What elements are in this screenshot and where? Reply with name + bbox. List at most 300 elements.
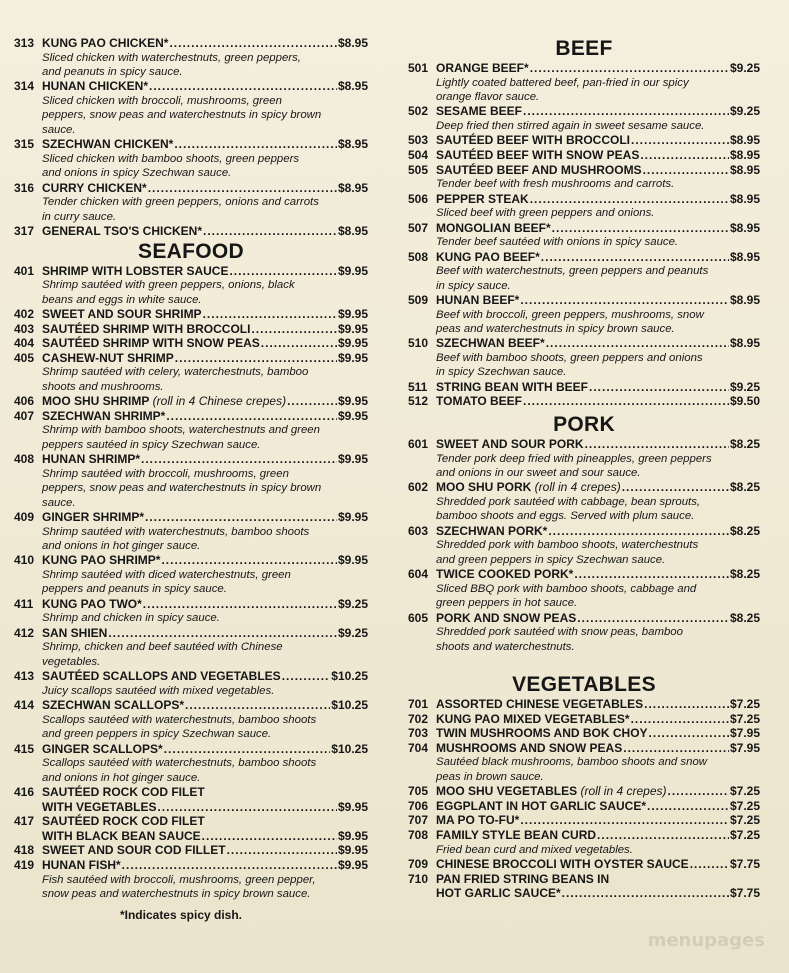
item-description: Deep fried then stirred again in sweet sesame sauce. — [436, 120, 705, 132]
item-name-text: SAUTÉED BEEF WITH SNOW PEAS — [436, 148, 640, 162]
dot-leader — [597, 828, 729, 843]
item-description: Shredded pork sautéed with cabbage, bean sprouts, — [436, 496, 701, 508]
item-description: Lightly coated battered beef, pan-fried in our spicy — [436, 76, 689, 89]
menu-item — [14, 307, 368, 322]
item-name-text: SAUTÉED SHRIMP WITH SNOW PEAS — [42, 336, 260, 351]
spicy-footnote: *Indicates spicy dish. — [119, 908, 243, 923]
item-price: $7.75 — [729, 886, 760, 901]
item-name-text: SWEET AND SOUR SHRIMP — [42, 307, 202, 322]
item-number: 701 — [408, 697, 429, 712]
menu-item-line — [408, 741, 760, 756]
item-price: $9.95 — [337, 336, 368, 351]
item-name — [42, 307, 202, 322]
item-name — [436, 380, 588, 395]
dot-leader — [690, 857, 729, 872]
item-name — [436, 336, 545, 351]
item-name — [436, 611, 576, 626]
item-number: 414 — [14, 698, 35, 713]
menu-item — [14, 742, 368, 785]
item-number: 314 — [14, 79, 35, 94]
watermark-logo: menupages — [647, 930, 765, 951]
item-description: beans and eggs in white sauce. — [42, 293, 202, 306]
item-number: 707 — [408, 813, 429, 828]
menu-item-line — [14, 858, 368, 873]
item-name-text: PAN FRIED STRING BEANS IN — [436, 871, 610, 886]
item-description: and green peppers in spicy Szechwan sauce. — [42, 728, 272, 741]
item-name-text: MOO SHU SHRIMP — [42, 394, 150, 409]
item-description: Juicy scallops sautéed with mixed vegetables. — [42, 684, 275, 697]
item-price: $9.95 — [337, 843, 368, 858]
item-number: 502 — [408, 104, 429, 119]
item-name — [436, 192, 529, 207]
item-description: snow peas and waterchestnuts in spicy brown sauce. — [42, 888, 311, 901]
menu-item-line — [14, 669, 368, 684]
item-price: $7.25 — [729, 798, 760, 813]
dot-leader — [585, 437, 729, 452]
item-description: and onions in hot ginger sauce. — [42, 771, 201, 784]
menu-item-line — [14, 510, 368, 525]
item-number: 603 — [408, 523, 429, 538]
menu-item — [14, 36, 368, 79]
item-number: 405 — [14, 350, 35, 365]
item-number: 418 — [14, 843, 35, 858]
menu-item — [14, 181, 368, 224]
item-number: 510 — [408, 336, 429, 351]
item-price: $9.25 — [729, 379, 760, 394]
item-name — [436, 524, 547, 539]
item-price: $9.25 — [337, 625, 368, 640]
menu-item — [14, 626, 368, 669]
item-name — [42, 264, 228, 279]
menu-item — [14, 351, 368, 394]
item-name-text: SZECHWAN PORK* — [436, 523, 548, 538]
beef-heading: BEEF — [555, 37, 613, 60]
menu-item-line — [14, 36, 368, 51]
item-description: Shrimp sautéed with green peppers, onions, black — [42, 279, 295, 292]
item-description: Fried bean curd and mixed vegetables. — [436, 843, 633, 856]
item-description: orange flavor sauce. — [436, 91, 540, 103]
item-number: 417 — [14, 814, 35, 829]
item-description: Shredded pork with bamboo shoots, waterchestnuts — [436, 539, 699, 552]
item-name — [42, 322, 250, 337]
item-name-text: MOO SHU PORK — [436, 480, 532, 495]
item-price: $7.25 — [729, 828, 760, 842]
item-name-text: HUNAN BEEF* — [436, 293, 520, 307]
menu-item — [408, 293, 760, 336]
item-name-text: SAUTÉED BEEF WITH BROCCOLI — [436, 133, 630, 148]
item-number: 705 — [408, 784, 429, 799]
item-price: $8.95 — [729, 162, 760, 177]
menu-item — [408, 250, 760, 293]
item-name — [436, 394, 522, 409]
item-description: Shrimp sautéed with broccoli, mushrooms, green — [42, 467, 289, 480]
item-price: $8.25 — [729, 523, 760, 538]
item-description: bamboo shoots and eggs. Served with plum sauce. — [436, 510, 695, 523]
item-name-text: SAN SHIEN — [42, 625, 108, 640]
dot-leader — [574, 567, 729, 582]
item-name — [436, 872, 609, 887]
item-description: and onions in hot ginger sauce. — [42, 540, 201, 553]
item-price: $7.95 — [729, 726, 760, 741]
item-name-text: HUNAN FISH* — [42, 858, 121, 873]
item-name-text: PEPPER STEAK — [436, 191, 529, 206]
menu-item-line — [408, 480, 760, 495]
item-name-text: SAUTÉED BEEF AND MUSHROOMS — [436, 162, 642, 177]
item-description: Shredded pork sautéed with snow peas, bamboo — [436, 626, 683, 639]
item-price: $9.25 — [337, 596, 368, 611]
item-name-text: CASHEW-NUT SHRIMP — [42, 350, 174, 365]
dot-leader — [161, 553, 337, 568]
menu-item — [14, 409, 368, 452]
item-price: $7.25 — [729, 697, 760, 712]
dot-leader — [640, 148, 729, 163]
dot-leader — [647, 799, 729, 814]
menu-item-line — [408, 726, 760, 741]
item-price: $8.95 — [337, 137, 368, 152]
right-column — [408, 36, 760, 901]
item-description: Shrimp with bamboo shoots, waterchestnuts and green — [42, 424, 320, 437]
item-number: 601 — [408, 437, 429, 451]
item-number: 706 — [408, 798, 429, 813]
item-name-text: ASSORTED CHINESE VEGETABLES — [436, 697, 644, 712]
item-description: Sliced chicken with bamboo shoots, green peppers — [42, 152, 300, 165]
item-price: $10.25 — [331, 669, 368, 684]
item-price: $9.95 — [337, 452, 368, 467]
dot-leader — [227, 843, 337, 858]
seafood-list — [14, 264, 368, 902]
item-name — [436, 480, 621, 495]
dot-leader — [622, 480, 729, 495]
item-number: 702 — [408, 711, 429, 726]
item-name-text: SZECHWAN SHRIMP* — [42, 408, 166, 423]
item-price: $8.95 — [729, 148, 760, 162]
item-description: Shrimp, chicken and beef sautéed with Chinese — [42, 641, 283, 654]
dot-leader — [141, 452, 337, 467]
dot-leader — [541, 250, 729, 265]
menu-item — [14, 224, 368, 239]
dot-leader — [251, 322, 337, 337]
item-description: and green peppers in spicy Szechwan sauce. — [436, 553, 666, 566]
dot-leader — [203, 224, 337, 239]
item-number: 419 — [14, 858, 35, 873]
menu-item-line — [408, 886, 760, 901]
dot-leader — [546, 336, 729, 351]
menu-item-line — [408, 872, 760, 887]
item-name — [42, 224, 202, 239]
item-number: 403 — [14, 321, 35, 336]
dot-leader — [261, 336, 337, 351]
item-price: $9.50 — [729, 394, 760, 409]
dot-leader — [166, 409, 337, 424]
item-description: in spicy Szechwan sauce. — [436, 366, 567, 379]
menu-item-line — [408, 437, 760, 452]
item-price: $8.25 — [729, 437, 760, 451]
item-description: peas in brown sauce. — [436, 770, 544, 783]
dot-leader — [668, 784, 729, 799]
menu-item — [408, 524, 760, 567]
item-price: $9.95 — [337, 307, 368, 322]
item-name-text: TOMATO BEEF — [436, 394, 523, 409]
item-name-text: SAUTÉED SHRIMP WITH BROCCOLI — [42, 321, 251, 336]
item-number: 507 — [408, 220, 429, 235]
item-name-text: EGGPLANT IN HOT GARLIC SAUCE* — [436, 798, 647, 813]
menu-item-line — [14, 785, 368, 800]
menu-item — [408, 697, 760, 712]
item-name-text: ORANGE BEEF* — [436, 61, 529, 75]
item-description: Sliced BBQ pork with bamboo shoots, cabbage and — [436, 582, 697, 595]
item-number: 704 — [408, 740, 429, 755]
item-price: $9.95 — [337, 510, 368, 525]
item-description: peas and waterchestnuts in spicy brown sauce. — [436, 323, 675, 335]
menu-item-line — [408, 148, 760, 163]
menu-item-line — [14, 79, 368, 94]
dot-leader — [562, 886, 729, 901]
menu-item — [408, 857, 760, 872]
item-price: $8.95 — [729, 133, 760, 148]
menu-item-line — [14, 800, 368, 815]
item-price: $8.95 — [729, 293, 760, 307]
item-name-text: KUNG PAO MIXED VEGETABLES* — [436, 711, 630, 726]
item-number: 504 — [408, 148, 429, 162]
item-number: 703 — [408, 726, 429, 741]
item-name-text: PORK AND SNOW PEAS — [436, 610, 577, 625]
dot-leader — [164, 742, 331, 757]
item-name — [42, 597, 142, 612]
item-price: $8.95 — [729, 249, 760, 264]
dot-leader — [143, 597, 337, 612]
item-name — [42, 36, 168, 51]
item-name — [42, 181, 147, 196]
item-name-text: FAMILY STYLE BEAN CURD — [436, 828, 597, 842]
item-number: 413 — [14, 669, 35, 684]
menu-item — [408, 380, 760, 395]
menu-item — [408, 437, 760, 480]
item-description: in curry sauce. — [42, 210, 117, 223]
item-name-text: TWICE COOKED PORK* — [436, 567, 574, 582]
item-number: 401 — [14, 263, 35, 278]
item-price: $9.95 — [337, 350, 368, 365]
item-number: 316 — [14, 180, 35, 195]
dot-leader — [530, 61, 729, 76]
menu-item — [408, 163, 760, 192]
menu-item — [14, 669, 368, 698]
item-name — [42, 814, 205, 829]
dot-leader — [145, 510, 337, 525]
menu-item — [408, 872, 760, 901]
menu-item-line — [14, 409, 368, 424]
item-price: $7.25 — [729, 711, 760, 726]
item-description: Sliced beef with green peppers and onions. — [436, 207, 655, 220]
item-price: $7.75 — [729, 857, 760, 871]
dot-leader — [577, 611, 729, 626]
item-name — [436, 148, 639, 163]
item-description: Tender chicken with green peppers, onions and carrots — [42, 196, 319, 209]
menu-item — [14, 264, 368, 307]
item-price: $8.25 — [729, 610, 760, 625]
item-number: 710 — [408, 871, 429, 886]
item-description: Beef with waterchestnuts, green peppers and peanuts — [436, 265, 709, 278]
menu-item — [14, 336, 368, 351]
item-name-text: SAUTÉED ROCK COD FILET — [42, 785, 205, 800]
item-name-text: STRING BEAN WITH BEEF — [436, 379, 588, 394]
item-name-text: MA PO TO-FU* — [436, 813, 520, 828]
menu-item — [408, 336, 760, 379]
dot-leader — [282, 669, 331, 684]
item-name-text: SHRIMP WITH LOBSTER SAUCE — [42, 263, 229, 278]
item-name — [42, 626, 107, 641]
menu-item-line — [408, 567, 760, 582]
item-price: $7.95 — [729, 740, 760, 755]
item-description: green peppers in hot sauce. — [436, 597, 578, 610]
item-name-text: SZECHWAN CHICKEN* — [42, 137, 174, 152]
dot-leader — [203, 307, 337, 322]
dot-leader — [520, 293, 729, 308]
menu-item — [408, 611, 760, 654]
menu-item-line — [408, 380, 760, 395]
item-name-cont: WITH VEGETABLES — [42, 799, 157, 814]
menu-item — [14, 137, 368, 180]
item-name — [42, 351, 174, 366]
dot-leader — [631, 712, 729, 727]
dot-leader — [229, 264, 337, 279]
item-number: 708 — [408, 828, 429, 842]
menu-item-line — [408, 61, 760, 76]
dot-leader — [649, 726, 729, 741]
item-number: 505 — [408, 162, 429, 177]
item-number: 506 — [408, 191, 429, 206]
item-name — [42, 137, 173, 152]
item-name — [42, 452, 140, 467]
item-price: $8.95 — [729, 220, 760, 235]
item-name — [42, 510, 144, 525]
item-price: $9.95 — [337, 799, 368, 814]
menu-item-line — [14, 814, 368, 829]
menu-item-line — [408, 828, 760, 843]
item-number: 404 — [14, 336, 35, 351]
menu-item-line — [408, 813, 760, 828]
item-price: $8.25 — [729, 567, 760, 582]
item-number: 317 — [14, 224, 35, 239]
menu-item-line — [14, 626, 368, 641]
item-price: $9.95 — [337, 321, 368, 336]
item-description: peppers, snow peas and waterchestnuts in spicy brown — [42, 109, 322, 122]
item-name-text: SWEET AND SOUR COD FILLET — [42, 843, 226, 858]
item-note: (roll in 4 Chinese crepes) — [149, 394, 287, 409]
item-price: $8.95 — [337, 79, 368, 94]
item-number: 509 — [408, 293, 429, 307]
item-description: in spicy sauce. — [436, 279, 511, 292]
menu-item-line — [14, 307, 368, 322]
menu-item-line — [408, 336, 760, 351]
item-name — [436, 828, 596, 843]
dot-leader — [157, 800, 337, 815]
menu-item-line — [408, 163, 760, 178]
item-name-cont: HOT GARLIC SAUCE* — [436, 886, 561, 901]
item-name-text: HUNAN CHICKEN* — [42, 79, 149, 94]
item-description: and peanuts in spicy sauce. — [42, 66, 183, 78]
dot-leader — [631, 133, 729, 148]
menu-item-line — [408, 857, 760, 872]
dot-leader — [552, 221, 729, 236]
item-name-text: KUNG PAO SHRIMP* — [42, 553, 161, 568]
menu-item-line — [408, 293, 760, 308]
item-number: 602 — [408, 480, 429, 495]
item-description: Shrimp sautéed with celery, waterchestnuts, bamboo — [42, 366, 309, 379]
menu-item — [408, 741, 760, 784]
menu-item-line — [408, 394, 760, 409]
menu-item — [408, 712, 760, 727]
item-price: $10.25 — [331, 741, 368, 756]
item-number: 410 — [14, 553, 35, 568]
item-number: 406 — [14, 394, 35, 409]
item-description: Scallops sautéed with waterchestnuts, bamboo shoots — [42, 757, 317, 770]
item-name — [436, 104, 522, 119]
menu-item-line — [408, 524, 760, 539]
item-number: 315 — [14, 137, 35, 152]
menu-item-line — [14, 351, 368, 366]
menu-item-line — [14, 698, 368, 713]
item-name — [436, 712, 630, 727]
item-name-text: TWIN MUSHROOMS AND BOK CHOY — [436, 726, 648, 741]
item-name-text: SWEET AND SOUR PORK — [436, 437, 584, 451]
item-price: $8.95 — [337, 224, 368, 239]
item-price: $9.95 — [337, 408, 368, 423]
item-name-text: SAUTÉED ROCK COD FILET — [42, 814, 205, 829]
item-description: Shrimp sautéed with diced waterchestnuts, green — [42, 569, 291, 582]
item-description: peppers, snow peas and waterchestnuts in spicy brown — [42, 482, 322, 495]
item-description: Beef with broccoli, green peppers, mushrooms, snow — [436, 308, 704, 321]
dot-leader — [644, 697, 729, 712]
menu-item — [408, 726, 760, 741]
item-number: 409 — [14, 510, 35, 525]
menu-item — [14, 394, 368, 409]
dot-leader — [108, 626, 337, 641]
item-name-text: KUNG PAO CHICKEN* — [42, 36, 169, 50]
menu-item-line — [14, 829, 368, 844]
item-description: vegetables. — [42, 655, 101, 668]
item-note: (roll in 4 crepes) — [531, 480, 621, 495]
item-name — [436, 293, 519, 308]
dot-leader — [185, 698, 330, 713]
item-number: 503 — [408, 133, 429, 148]
menu-item — [408, 394, 760, 409]
menu-item — [14, 597, 368, 626]
item-description: Sautéed black mushrooms, bamboo shoots and snow — [436, 756, 708, 769]
item-description: sauce. — [42, 123, 76, 136]
menu-item-line — [408, 611, 760, 626]
item-description: shoots and waterchestnuts. — [436, 640, 575, 653]
menu-item-line — [408, 697, 760, 712]
item-price: $9.25 — [729, 61, 760, 75]
dot-leader — [202, 829, 337, 844]
item-name — [436, 799, 646, 814]
item-name — [436, 857, 689, 872]
dot-leader — [523, 394, 729, 409]
dot-leader — [175, 351, 337, 366]
dot-leader — [589, 380, 729, 395]
item-description: and onions in our sweet and sour sauce. — [436, 467, 641, 479]
menu-item — [408, 828, 760, 857]
menu-item — [408, 221, 760, 250]
item-price: $8.95 — [729, 191, 760, 206]
item-number: 402 — [14, 307, 35, 322]
item-price: $8.95 — [729, 336, 760, 351]
item-number: 407 — [14, 408, 35, 423]
item-price: $8.95 — [337, 180, 368, 195]
item-name — [436, 221, 551, 236]
item-name — [42, 336, 260, 351]
pork-heading: PORK — [553, 413, 615, 436]
